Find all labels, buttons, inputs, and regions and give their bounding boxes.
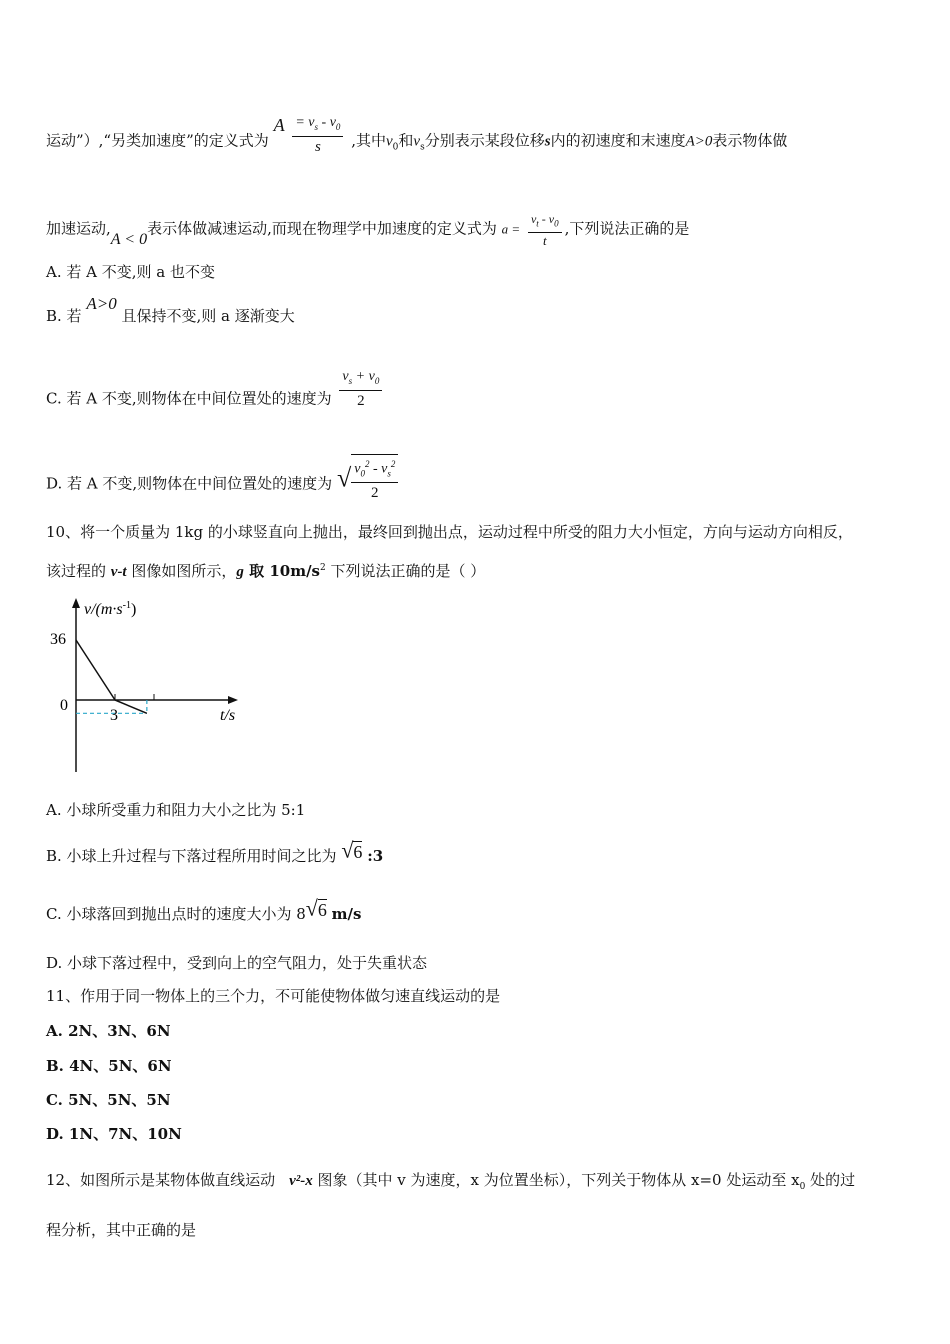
q12-stem-line-1: 12、如图所示是某物体做直线运动 v²-x 图象（其中 v 为速度，x 为位置坐标），下列关于物体从 x=0 处运动至 $x_0$ 处的过	[46, 1171, 856, 1192]
q9-line-2: 加速运动,A < 0表示体做减速运动,而现在物理学中加速度的定义式为 a = $\frac{v_t - v_0}{t}$ ,下列说法正确的是	[46, 212, 690, 249]
sqrt-expression: √ $\frac{v_0^2 - v_s^2}{2}$	[337, 454, 398, 503]
q10-stem-line-2: 该过程的 v-t 图像如图所示，g 取 $10m/s^2$ 下列说法正确的是（ ）	[46, 562, 486, 580]
sqrt-6: √6	[305, 896, 327, 922]
vt-graph	[40, 590, 260, 780]
x-axis-arrow	[228, 696, 238, 704]
q10-option-a: A. 小球所受重力和阻力大小之比为 5:1	[46, 801, 306, 819]
symbol-A: A	[273, 115, 285, 136]
sqrt-6: √6	[341, 838, 363, 864]
y-axis-arrow	[72, 598, 80, 608]
q9-line-1: 运动”）,“另类加速度”的定义式为 A $\frac{= v_s - v_0}{s}$ ,其中$v_0$和$v_s$分别表示某段位移s内的初速度和末速度A>0表示物体做	[46, 115, 788, 155]
q9-option-c: C. 若 A 不变,则物体在中间位置处的速度为 $\frac{v_s + v_0}{2}$	[46, 378, 385, 421]
q10-stem-line-1: 10、将一个质量为 1kg 的小球竖直向上抛出，最终回到抛出点，运动过程中所受的阻力大小恒定，方向与运动方向相反，	[46, 523, 853, 541]
q10-option-d: D. 小球下落过程中，受到向上的空气阻力，处于失重状态	[46, 954, 428, 972]
q9-option-a: A. 若 A 不变,则 a 也不变	[46, 263, 215, 281]
q12-stem-line-2: 程分析，其中正确的是	[46, 1221, 197, 1239]
fraction-a-definition: $\frac{v_t - v_0}{t}$	[528, 210, 562, 249]
q9-option-d: D. 若 A 不变,则物体在中间位置处的速度为 √ $\frac{v_0^2 - v_s^2}{2}$	[46, 460, 398, 509]
q10-option-b: B. 小球上升过程与下落过程所用时间之比为 √6 :3	[46, 838, 384, 865]
q11-stem: 11、作用于同一物体上的三个力，不可能使物体做匀速直线运动的是	[46, 987, 501, 1005]
y-axis-label: $v/(m\cdot s^{-1})$	[84, 600, 137, 618]
velocity-line-rising	[76, 640, 115, 700]
velocity-line-falling	[115, 700, 147, 713]
q11-option-c: C. 5N、5N、5N	[46, 1091, 171, 1109]
q9-option-b: B. 若 A>0 且保持不变,则 a 逐渐变大	[46, 294, 295, 325]
q11-option-b: B. 4N、5N、6N	[46, 1057, 172, 1075]
fraction-A-definition: $\frac{= v_s - v_0}{s}$	[292, 114, 343, 157]
x-axis-label: t/s	[220, 707, 236, 724]
q10-option-c: C. 小球落回到抛出点时的速度大小为 8√6 m/s	[46, 896, 362, 923]
q9-text: 运动”）,“另类加速度”的定义式为	[46, 131, 269, 150]
origin-label: 0	[60, 697, 68, 714]
q11-option-d: D. 1N、7N、10N	[46, 1125, 182, 1143]
fraction-avg-velocity: $\frac{v_s + v_0}{2}$	[339, 368, 382, 411]
y-tick-36: 36	[50, 631, 66, 648]
q11-option-a: A. 2N、3N、6N	[46, 1022, 171, 1040]
x-tick-3: 3	[110, 707, 118, 724]
